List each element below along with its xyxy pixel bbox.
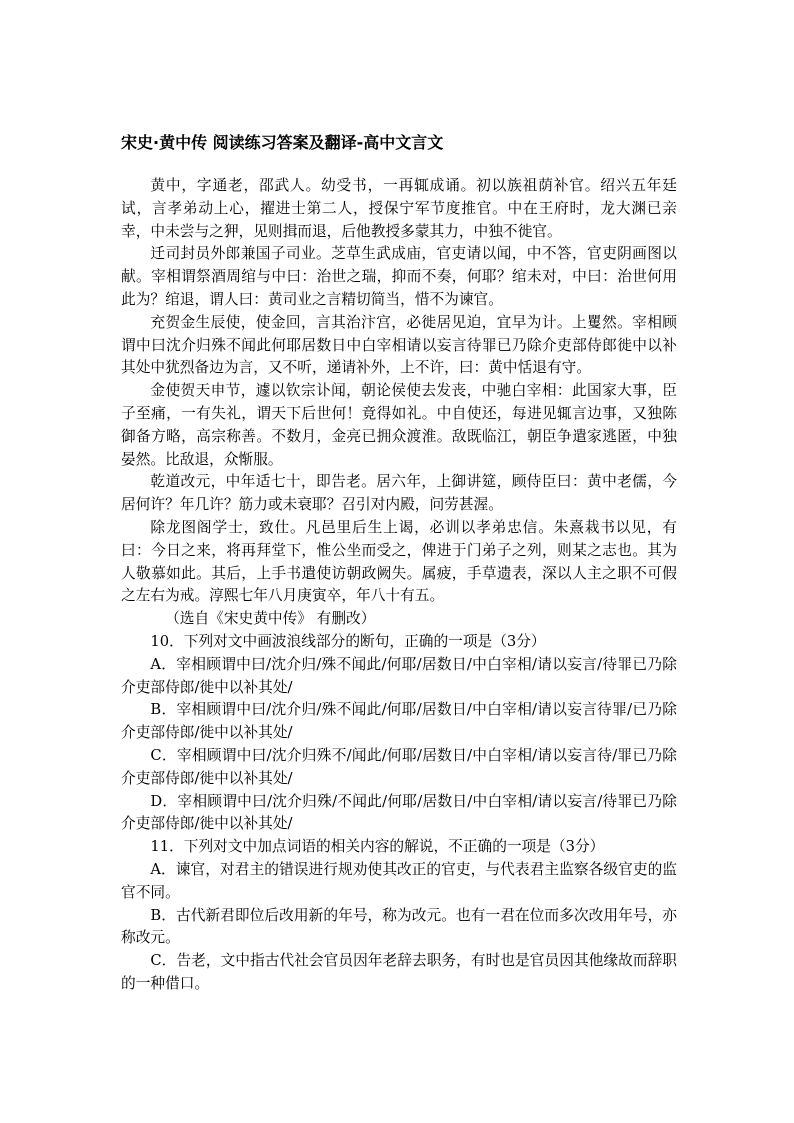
paragraph: 迁司封员外郎兼国子司业。芝草生武成庙，官吏请以闻，中不答，官吏阴画图以献。宰相谓祭酒周绾与中曰：治世之瑞，抑而不奏，何耶？绾未对，中曰：治世何用此为？绾退，谓人曰：黄司业之言精切简当，惜不为谏官。	[121, 245, 677, 308]
question-11	[121, 836, 677, 996]
source-citation: （选自《宋史黄中传》 有删改）	[165, 610, 376, 628]
paragraph: 黄中，字通老，邵武人。幼受书，一再辄成诵。初以族祖荫补官。绍兴五年廷试，言孝弟动上心，擢进士第二人，授保宁军节度推官。中在王府时，龙大渊已亲幸，中未尝与之狎，见则揖而退，后他教授多蒙其力，中独不徙官。	[121, 177, 677, 240]
option-a: A．谏官，对君主的错误进行规劝使其改正的官吏，与代表君主监察各级官吏的监官不同。	[121, 860, 677, 901]
question-stem: 11．下列对文中加点词语的相关内容的解说，不正确的一项是（3分）	[150, 838, 605, 856]
paragraph: 金使贺天申节，遽以钦宗讣闻，朝论侯使去发丧，中驰白宰相：此国家大事，臣子至痛，一有失礼，谓天下后世何！竟得如礼。中自使还，每进见辄言边事，又独陈御备方略，高宗称善。不数月，金亮已拥众渡淮。敌既临江，朝臣争遣家逃匿，中独晏然。比敌退，众惭服。	[121, 382, 677, 468]
document-title: 宋史·黄中传 阅读练习答案及翻译-高中文言文	[121, 133, 444, 152]
document-page	[121, 132, 677, 996]
option-c: C．告老，文中指古代社会官员因年老辞去职务，有时也是官员因其他缘故而辞职的一种借口。	[121, 952, 677, 992]
question-10	[121, 631, 677, 836]
option-b: B．古代新君即位后改用新的年号，称为改元。也有一君在位而多次改用年号，亦称改元。	[121, 906, 677, 947]
article-body	[121, 175, 677, 996]
option-a: A．宰相顾谓中曰/沈介归/殊不闻此/何耶/居数日/中白宰相/请以妄言/待罪已乃除介吏部侍郎/徙中以补其处/	[121, 655, 677, 696]
option-b: B．宰相顾谓中曰/沈介归/殊不闻此/何耶/居数日/中白宰相/请以妄言待罪/已乃除介吏部侍郎/徙中以补其处/	[121, 701, 677, 742]
paragraph: 除龙图阁学士，致仕。凡邑里后生上谒，必训以孝弟忠信。朱熹栽书以见，有曰：今日之来，将再拜堂下，惟公坐而受之，俾进于门弟子之列，则某之志也。其为人敬慕如此。其后，上手书遣使访朝政阙失。属疲，手草遗表，深以人主之职不可假之左右为戒。淳熙七年八月庚寅卒，年八十有五。	[121, 518, 677, 605]
paragraph: 充贺金生辰使，使金回，言其治汴宫，必徙居见迫，宜早为计。上矍然。宰相顾谓中曰沈介归殊不闻此何耶居数日中白宰相请以妄言待罪已乃除介吏部侍郎徙中以补其处中犹烈备边为言，又不听，递请补外，上不许，曰：黄中恬退有守。	[121, 313, 677, 377]
option-c: C．宰相顾谓中曰/沈介归殊不/闻此/何耶/居数日/中白宰相/请以妄言待/罪已乃除介吏部侍郎/徙中以补其处/	[121, 746, 677, 787]
paragraph: 乾道改元，中年适七十，即告老。居六年，上御讲筵，顾侍臣曰：黄中老儒，今居何许？年几许？筋力或未衰耶？召引对内殿，问劳甚渥。	[121, 473, 677, 514]
option-d: D．宰相顾谓中曰/沈介归殊/不闻此/何耶/居数日/中白宰相/请以妄言/待罪已乃除介吏部侍郎/徙中以补其处/	[121, 792, 677, 833]
question-stem: 10．下列对文中画波浪线部分的断句，正确的一项是（3分）	[150, 632, 546, 650]
